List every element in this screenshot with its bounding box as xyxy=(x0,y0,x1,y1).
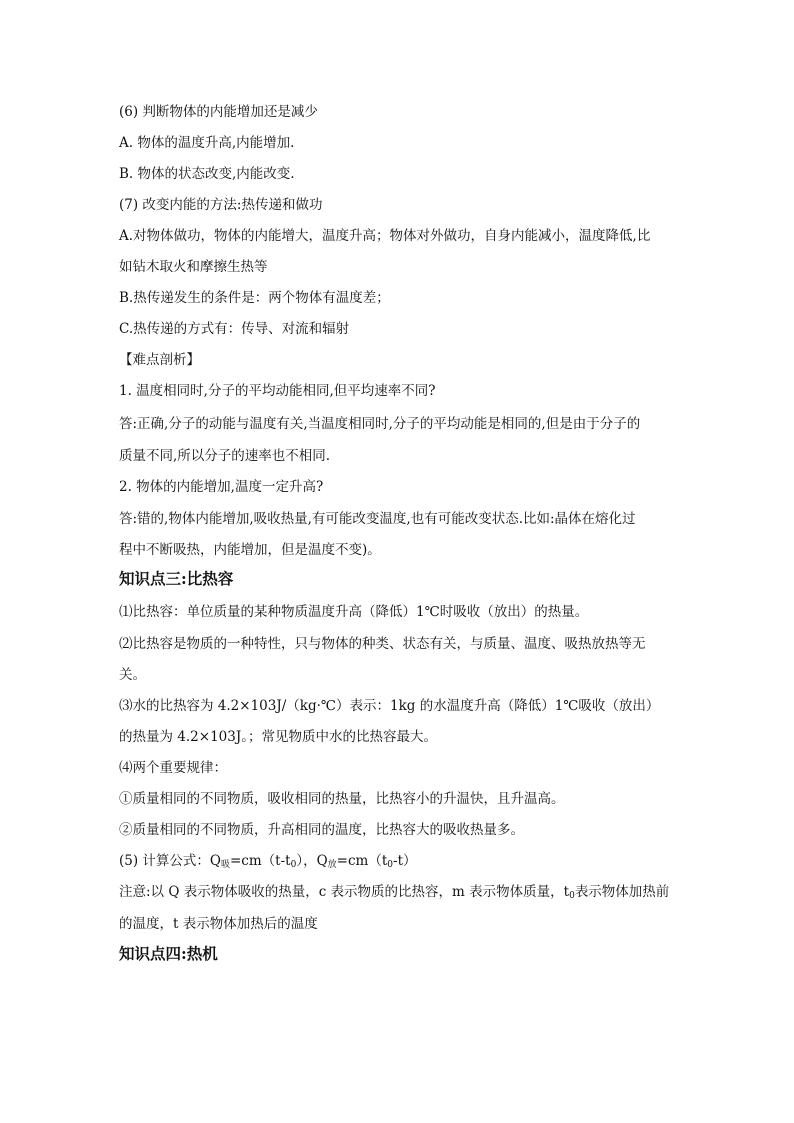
formula-sub-0a: 0 xyxy=(290,860,297,870)
kp3-note-line1 xyxy=(119,882,689,906)
section6-item-a: A. 物体的温度升高,内能增加. xyxy=(119,135,295,151)
section7-item-c: C.热传递的方式有：传导、对流和辐射 xyxy=(119,321,350,337)
difficulty-question-2: 2. 物体的内能增加,温度一定升高? xyxy=(119,479,324,495)
note-sub-0: 0 xyxy=(569,891,575,901)
kp3-paragraph-4: ⑷两个重要规律： xyxy=(119,760,227,776)
knowledge-point-4-heading: 知识点四:热机 xyxy=(119,944,218,963)
formula-suffix: -t） xyxy=(393,853,417,869)
difficulty-answer-1-line2: 质量不同,所以分子的速率也不相同. xyxy=(119,448,331,464)
formula-mid-1: =cm（t-t xyxy=(230,853,291,869)
kp3-paragraph-2-line2: 关。 xyxy=(119,667,146,683)
kp3-formula xyxy=(119,851,689,875)
kp3-paragraph-2-line1: ⑵比热容是物质的一种特性，只与物体的种类、状态有关，与质量、温度、吸热放热等无 xyxy=(119,636,646,652)
section7-title: (7) 改变内能的方法:热传递和做功 xyxy=(119,197,323,213)
kp3-paragraph-3-line2: 的热量为 4.2×103J。；常见物质中水的比热容最大。 xyxy=(119,729,438,745)
note-line1-post: 表示物体加热前 xyxy=(574,884,670,900)
kp3-rule-2: ②质量相同的不同物质，升高相同的温度，比热容大的吸收热量多。 xyxy=(119,822,524,838)
section7-item-b: B.热传递发生的条件是：两个物体有温度差； xyxy=(119,290,390,306)
difficulty-question-1: 1. 温度相同时,分子的平均动能相同,但平均速率不同? xyxy=(119,383,436,399)
difficulty-answer-1-line1: 答:正确,分子的动能与温度有关,当温度相同时,分子的平均动能是相同的,但是由于分子的 xyxy=(119,416,641,432)
difficulty-title: 【难点剖析】 xyxy=(119,352,200,368)
difficulty-answer-2-line2: 程中不断吸热，内能增加，但是温度不变)。 xyxy=(119,542,381,558)
kp3-note-line2: 的温度，t 表示物体加热后的温度 xyxy=(119,916,318,932)
section7-item-a-line2: 如钻木取火和摩擦生热等 xyxy=(119,259,268,275)
difficulty-answer-2-line1: 答:错的,物体内能增加,吸收热量,有可能改变温度,也有可能改变状态.比如:晶体在熔化过 xyxy=(119,511,636,527)
knowledge-point-3-heading: 知识点三:比热容 xyxy=(119,569,234,588)
kp3-paragraph-1: ⑴比热容：单位质量的某种物质温度升高（降低）1℃时吸收（放出）的热量。 xyxy=(119,604,589,620)
note-line1-pre: 注意:以 Q 表示物体吸收的热量，c 表示物质的比热容，m 表示物体质量，t xyxy=(119,884,570,900)
kp3-rule-1: ①质量相同的不同物质，吸收相同的热量，比热容小的升温快，且升温高。 xyxy=(119,791,565,807)
formula-mid-2: ），Q xyxy=(296,853,328,869)
kp3-paragraph-3-line1: ⑶水的比热容为 4.2×103J/（kg·℃）表示：1kg 的水温度升高（降低）1℃吸收（放出） xyxy=(119,698,660,714)
formula-prefix: (5) 计算公式：Q xyxy=(119,853,221,869)
formula-sub-absorb: 吸 xyxy=(220,860,230,870)
section7-item-a-line1: A.对物体做功，物体的内能增大，温度升高；物体对外做功，自身内能减小，温度降低,比 xyxy=(119,228,651,244)
formula-sub-release: 放 xyxy=(327,860,337,870)
section6-item-b: B. 物体的状态改变,内能改变. xyxy=(119,166,295,182)
formula-mid-3: =cm（t xyxy=(336,853,388,869)
formula-sub-0b: 0 xyxy=(387,860,394,870)
section6-title: (6) 判断物体的内能增加还是减少 xyxy=(119,104,318,120)
